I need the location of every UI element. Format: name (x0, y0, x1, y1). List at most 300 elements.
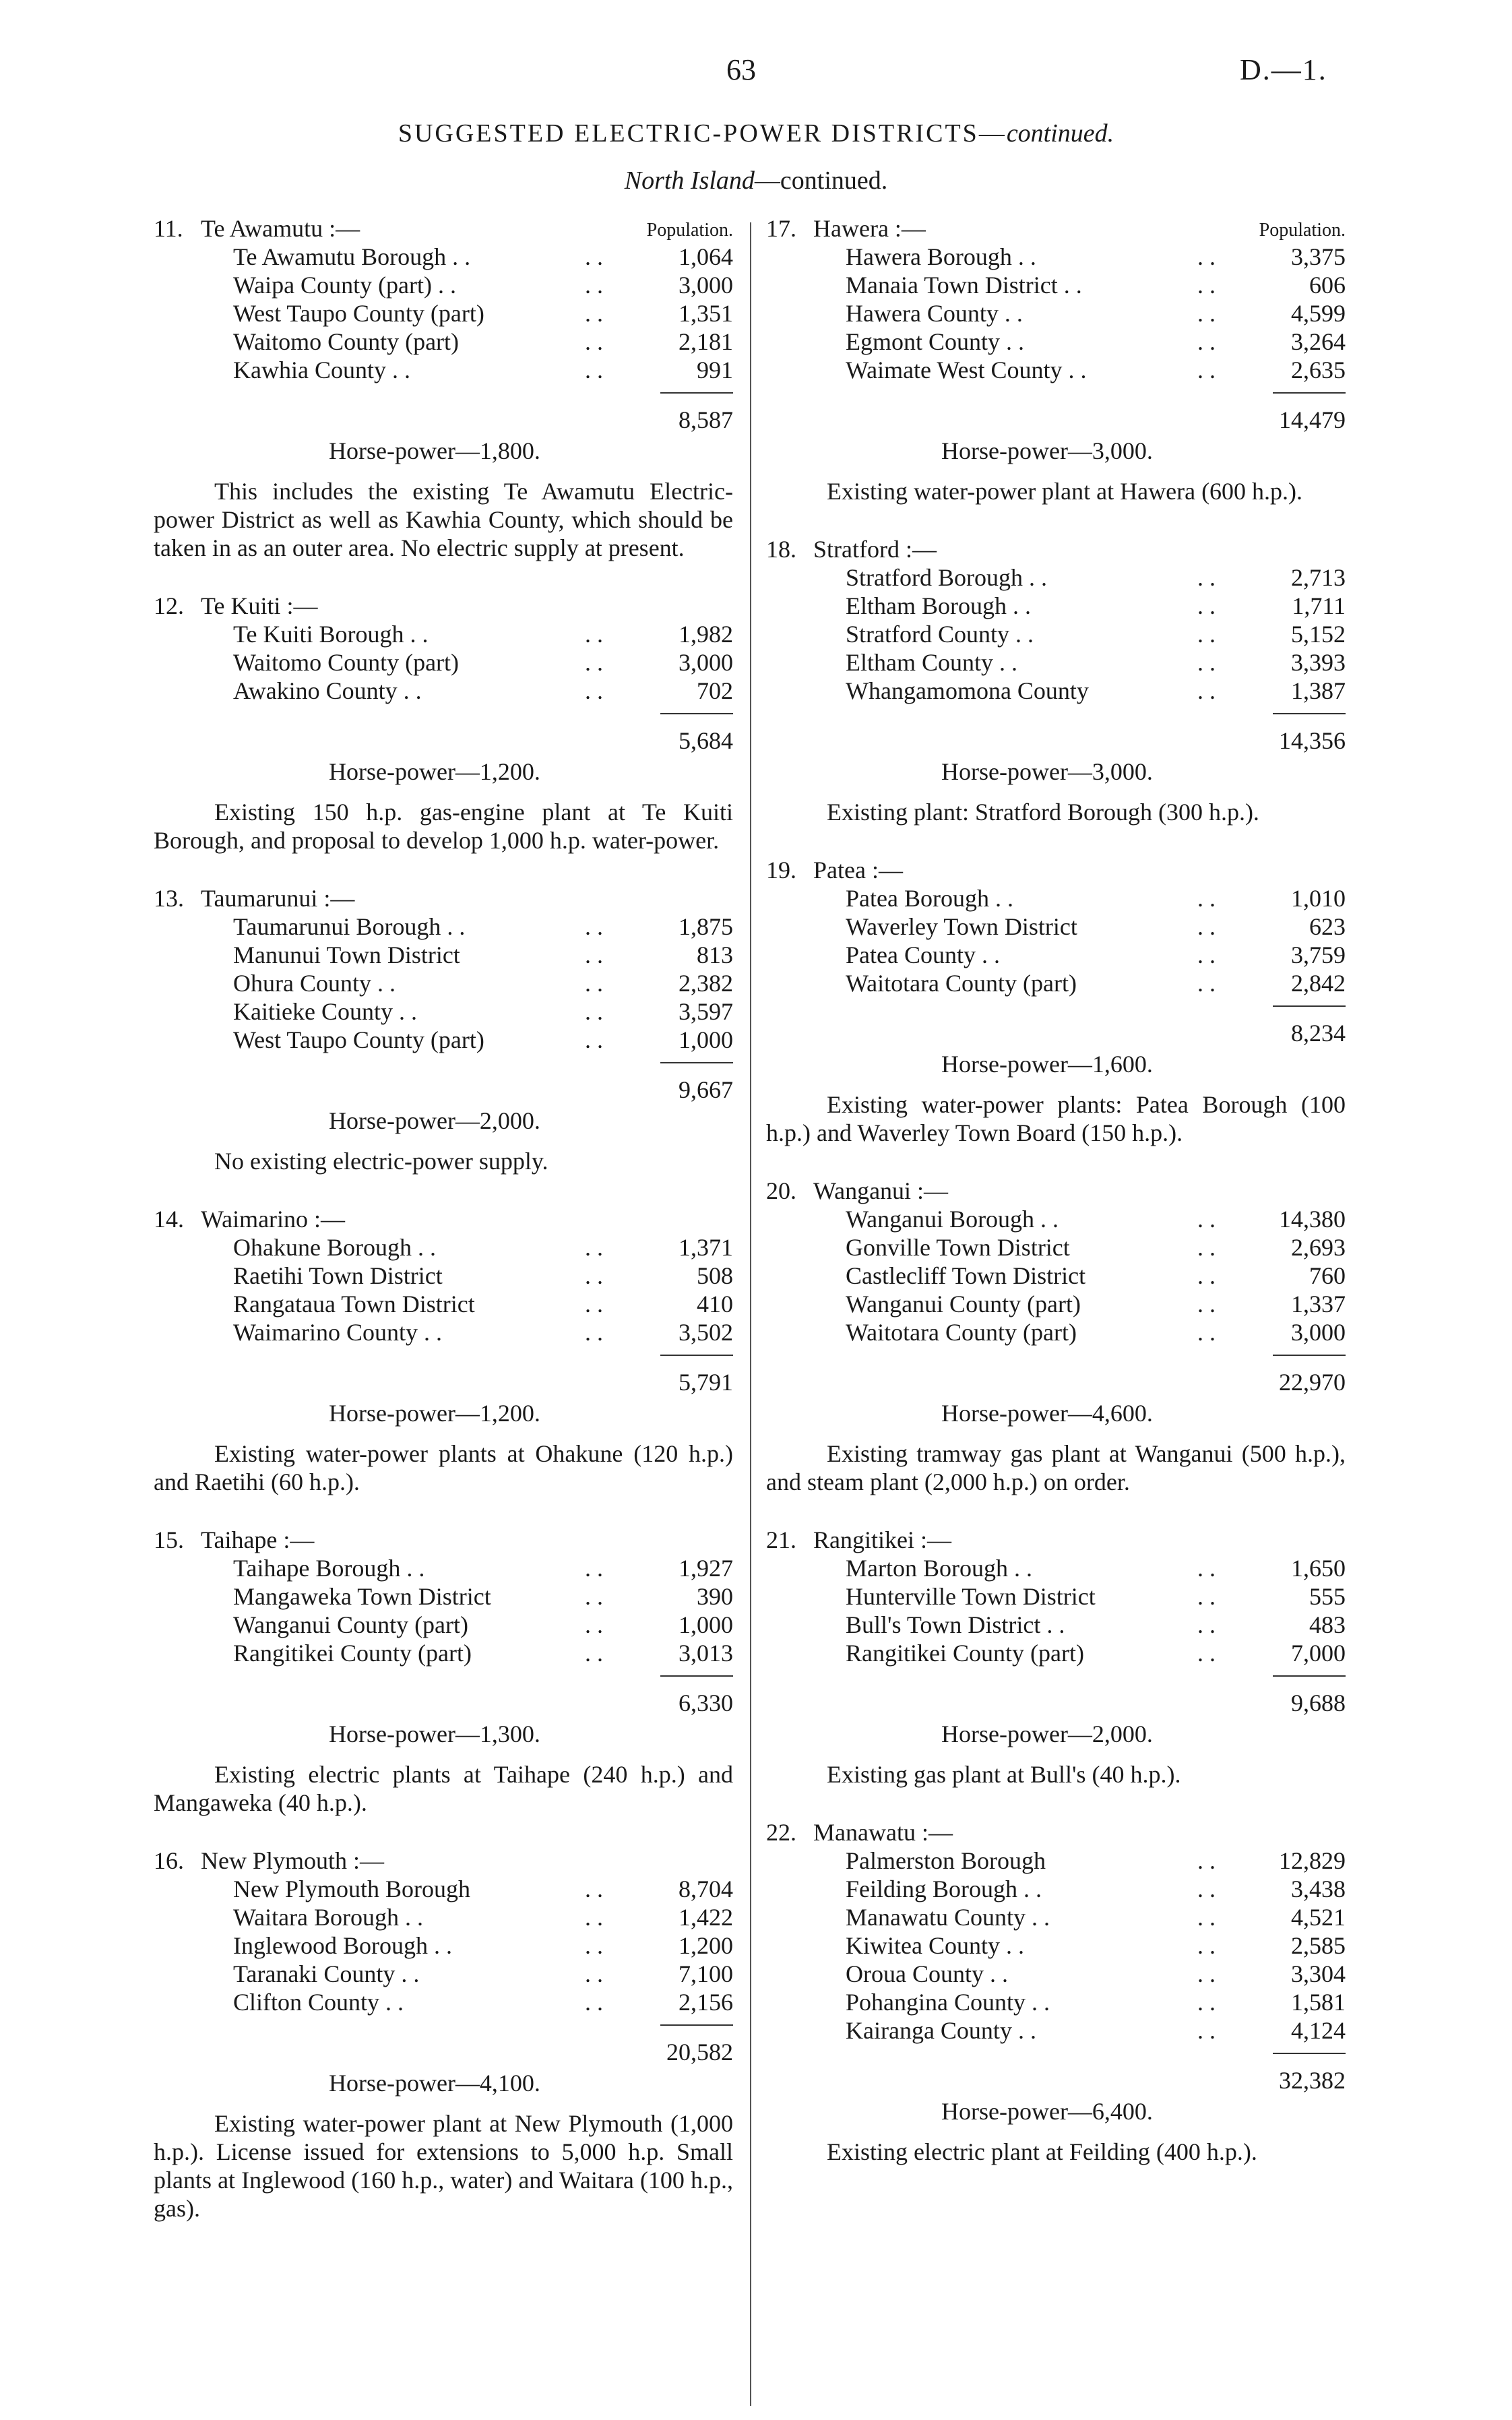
population-value: 390 (697, 1583, 733, 1610)
population-row (154, 299, 733, 328)
horsepower-line: Horse-power—1,200. (329, 758, 540, 785)
area-name: Palmerston Borough (846, 1847, 1046, 1874)
leader-dots: . . (1197, 1932, 1216, 1959)
district-note: Existing gas plant at Bull's (40 h.p.). (827, 1761, 1181, 1788)
population-value: 1,387 (1291, 677, 1346, 704)
total-rule (660, 1675, 733, 1677)
population-row (766, 243, 1346, 271)
leader-dots: . . (585, 1234, 603, 1261)
leader-dots: . . (585, 1611, 603, 1638)
population-value: 3,000 (679, 272, 733, 299)
district-name: Te Awamutu :— (201, 215, 360, 242)
population-value: 483 (1309, 1611, 1346, 1638)
district-name: Te Kuiti :— (201, 592, 318, 619)
population-value: 606 (1309, 272, 1346, 299)
population-value: 1,000 (679, 1026, 733, 1053)
district-note: Existing tramway gas plant at Wanganui (500 h.p.), and steam plant (2,000 h.p.) on order. (766, 1440, 1346, 1495)
area-name: Kaitieke County . . (233, 998, 417, 1025)
area-name: Kiwitea County . . (846, 1932, 1024, 1959)
population-total: 5,684 (679, 727, 733, 754)
population-row (154, 1318, 733, 1346)
leader-dots: . . (1197, 272, 1216, 299)
population-total: 8,587 (679, 406, 733, 433)
population-row (154, 328, 733, 356)
district-number: 19. (766, 857, 796, 883)
population-row (154, 969, 733, 997)
population-row (154, 1290, 733, 1318)
district-number: 14. (154, 1206, 184, 1233)
population-value: 5,152 (1291, 621, 1346, 648)
page-number: 63 (726, 53, 756, 86)
district-number: 12. (154, 592, 184, 619)
leader-dots: . . (1197, 1583, 1216, 1610)
population-value: 3,502 (679, 1319, 733, 1346)
population-value: 2,635 (1291, 356, 1346, 383)
total-rule (660, 713, 733, 714)
population-value: 1,200 (679, 1932, 733, 1959)
population-row (154, 1611, 733, 1639)
document-reference: D.—1. (1240, 53, 1327, 86)
population-total: 32,382 (1279, 2067, 1346, 2094)
population-heading-right: Population. (1259, 220, 1346, 241)
population-value: 12,829 (1279, 1847, 1346, 1874)
area-name: Waitotara County (part) (846, 970, 1077, 997)
area-name: Waitomo County (part) (233, 328, 460, 355)
district-number: 16. (154, 1847, 184, 1874)
district-name: Taumarunui :— (201, 885, 355, 912)
horsepower-line: Horse-power—1,800. (329, 437, 540, 464)
population-value: 1,337 (1291, 1291, 1346, 1317)
population-row (766, 969, 1346, 997)
population-value: 3,759 (1291, 941, 1346, 968)
population-row (766, 1875, 1346, 1903)
population-value: 3,000 (679, 649, 733, 676)
area-name: West Taupo County (part) (233, 1026, 484, 1053)
leader-dots: . . (1197, 243, 1216, 270)
area-name: Waverley Town District (846, 913, 1077, 940)
population-row (154, 912, 733, 941)
district-heading (154, 1205, 733, 1233)
population-value: 1,371 (679, 1234, 733, 1261)
title-continued: continued. (1006, 119, 1114, 148)
population-row (766, 1988, 1346, 2016)
population-row (154, 243, 733, 271)
population-total-row (154, 705, 733, 755)
leader-dots: . . (585, 1875, 603, 1902)
area-name: Hunterville Town District (846, 1583, 1096, 1610)
population-row (766, 299, 1346, 328)
population-row (154, 1026, 733, 1054)
district-block (154, 592, 733, 855)
area-name: Bull's Town District . . (846, 1611, 1065, 1638)
population-row (766, 271, 1346, 299)
area-name: Whangamomona County (846, 677, 1089, 704)
population-value: 4,521 (1291, 1904, 1346, 1931)
total-rule (1273, 713, 1346, 714)
area-name: Egmont County . . (846, 328, 1025, 355)
population-value: 2,181 (679, 328, 733, 355)
population-row (154, 620, 733, 648)
total-rule (1273, 2053, 1346, 2054)
district-heading (766, 1818, 1346, 1847)
population-row (766, 884, 1346, 912)
population-value: 3,304 (1291, 1960, 1346, 1987)
population-total-row (766, 1667, 1346, 1717)
district-name: Rangitikei :— (813, 1526, 951, 1553)
district-block (154, 1526, 733, 1817)
area-name: Awakino County . . (233, 677, 422, 704)
population-row (766, 2016, 1346, 2045)
total-rule (1273, 392, 1346, 394)
leader-dots: . . (1197, 1206, 1216, 1233)
area-name: Wanganui County (part) (233, 1611, 469, 1638)
leader-dots: . . (585, 677, 603, 704)
population-value: 410 (697, 1291, 733, 1317)
district-block (154, 1847, 733, 2223)
population-row (154, 1875, 733, 1903)
district-name: Hawera :— (813, 215, 926, 242)
district-block (766, 856, 1346, 1147)
area-name: Waitomo County (part) (233, 649, 460, 676)
population-row (154, 997, 733, 1026)
leader-dots: . . (1197, 328, 1216, 355)
leader-dots: . . (585, 1319, 603, 1346)
population-total-row (766, 1346, 1346, 1396)
population-row (154, 356, 733, 384)
horsepower-line: Horse-power—3,000. (941, 437, 1153, 464)
leader-dots: . . (1197, 885, 1216, 912)
population-row (766, 328, 1346, 356)
leader-dots: . . (1197, 1640, 1216, 1667)
population-value: 623 (1309, 913, 1346, 940)
horsepower-line: Horse-power—1,200. (329, 1400, 540, 1427)
area-name: Rangitikei County (part) (846, 1640, 1084, 1667)
leader-dots: . . (585, 621, 603, 648)
total-rule (1273, 1675, 1346, 1677)
district-heading (766, 214, 1346, 243)
area-name: Eltham County . . (846, 649, 1017, 676)
population-row (766, 1318, 1346, 1346)
population-row (766, 648, 1346, 677)
leader-dots: . . (1197, 1262, 1216, 1289)
district-heading (154, 214, 733, 243)
leader-dots: . . (1197, 300, 1216, 327)
leader-dots: . . (585, 1904, 603, 1931)
population-row (766, 1903, 1346, 1931)
area-name: Ohura County . . (233, 970, 396, 997)
district-number: 13. (154, 885, 184, 912)
leader-dots: . . (1197, 1234, 1216, 1261)
population-row (766, 1205, 1346, 1233)
area-name: Marton Borough . . (846, 1555, 1032, 1582)
area-name: Waimarino County . . (233, 1319, 443, 1346)
population-total-row (154, 1054, 733, 1104)
district-heading (154, 884, 733, 912)
district-name: Patea :— (813, 857, 903, 883)
population-row (766, 1554, 1346, 1582)
district-note: Existing water-power plants at Ohakune (120 h.p.) and Raetihi (60 h.p.). (154, 1440, 733, 1495)
area-name: Manaia Town District . . (846, 272, 1082, 299)
leader-dots: . . (1197, 677, 1216, 704)
population-total-row (766, 997, 1346, 1047)
area-name: Gonville Town District (846, 1234, 1070, 1261)
area-name: Stratford Borough . . (846, 564, 1047, 591)
population-total: 14,479 (1279, 406, 1346, 433)
district-heading (766, 856, 1346, 884)
population-row (154, 1554, 733, 1582)
population-value: 2,713 (1291, 564, 1346, 591)
district-heading (154, 1847, 733, 1875)
district-number: 15. (154, 1526, 184, 1553)
horsepower-line: Horse-power—2,000. (941, 1720, 1153, 1747)
population-total: 22,970 (1279, 1369, 1346, 1396)
population-value: 1,000 (679, 1611, 733, 1638)
district-note: Existing plant: Stratford Borough (300 h.p.). (827, 799, 1259, 826)
area-name: Clifton County . . (233, 1989, 404, 2016)
area-name: Taihape Borough . . (233, 1555, 425, 1582)
area-name: Eltham Borough . . (846, 592, 1031, 619)
area-name: West Taupo County (part) (233, 300, 484, 327)
district-block (154, 884, 733, 1175)
area-name: Taranaki County . . (233, 1960, 420, 1987)
population-value: 1,650 (1291, 1555, 1346, 1582)
leader-dots: . . (585, 1960, 603, 1987)
population-row (766, 1233, 1346, 1262)
population-value: 1,064 (679, 243, 733, 270)
leader-dots: . . (585, 649, 603, 676)
population-row (154, 271, 733, 299)
population-total: 9,667 (679, 1076, 733, 1103)
area-name: Taumarunui Borough . . (233, 913, 466, 940)
population-row (766, 1960, 1346, 1988)
population-value: 2,693 (1291, 1234, 1346, 1261)
district-number: 17. (766, 215, 796, 242)
population-value: 3,597 (679, 998, 733, 1025)
population-value: 1,581 (1291, 1989, 1346, 2016)
area-name: Waitara Borough . . (233, 1904, 424, 1931)
district-block (154, 214, 733, 562)
leader-dots: . . (585, 1291, 603, 1317)
left-column (154, 214, 733, 2252)
leader-dots: . . (1197, 649, 1216, 676)
area-name: Patea County . . (846, 941, 1000, 968)
district-number: 21. (766, 1526, 796, 1553)
leader-dots: . . (585, 1640, 603, 1667)
leader-dots: . . (585, 1583, 603, 1610)
population-total: 9,688 (1291, 1689, 1346, 1716)
area-name: Waitotara County (part) (846, 1319, 1077, 1346)
district-number: 22. (766, 1819, 796, 1846)
leader-dots: . . (585, 941, 603, 968)
area-name: Te Kuiti Borough . . (233, 621, 429, 648)
leader-dots: . . (1197, 2017, 1216, 2044)
population-value: 1,422 (679, 1904, 733, 1931)
area-name: Rangitikei County (part) (233, 1640, 472, 1667)
population-value: 2,382 (679, 970, 733, 997)
population-value: 2,156 (679, 1989, 733, 2016)
page-subtitle (0, 166, 1512, 195)
population-value: 702 (697, 677, 733, 704)
district-heading (154, 1526, 733, 1554)
area-name: Waipa County (part) . . (233, 272, 457, 299)
population-total: 5,791 (679, 1369, 733, 1396)
population-value: 3,013 (679, 1640, 733, 1667)
area-name: Raetihi Town District (233, 1262, 443, 1289)
district-note: Existing water-power plant at Hawera (600 h.p.). (827, 478, 1303, 505)
district-heading (766, 1177, 1346, 1205)
population-row (766, 1931, 1346, 1960)
district-note: Existing electric plant at Feilding (400 h.p.). (827, 2138, 1257, 2165)
population-total-row (154, 1346, 733, 1396)
population-row (766, 1611, 1346, 1639)
leader-dots: . . (585, 998, 603, 1025)
population-value: 3,375 (1291, 243, 1346, 270)
leader-dots: . . (1197, 1611, 1216, 1638)
leader-dots: . . (585, 1262, 603, 1289)
population-total-row (154, 1667, 733, 1717)
population-row (154, 1262, 733, 1290)
population-row (154, 1903, 733, 1931)
district-note: Existing water-power plants: Patea Borough (100 h.p.) and Waverley Town Board (150 h.p.). (766, 1091, 1346, 1146)
district-name: New Plymouth :— (201, 1847, 385, 1874)
page-title (0, 119, 1512, 148)
district-note: No existing electric-power supply. (214, 1148, 548, 1175)
total-rule (660, 2024, 733, 2026)
subtitle-continued: —continued. (754, 166, 888, 195)
district-name: Taihape :— (201, 1526, 315, 1553)
leader-dots: . . (1197, 1904, 1216, 1931)
population-row (154, 1988, 733, 2016)
population-value: 4,124 (1291, 2017, 1346, 2044)
leader-dots: . . (1197, 621, 1216, 648)
population-value: 760 (1309, 1262, 1346, 1289)
leader-dots: . . (585, 913, 603, 940)
district-heading (766, 535, 1346, 563)
population-value: 7,100 (679, 1960, 733, 1987)
total-rule (1273, 1005, 1346, 1007)
population-row (154, 941, 733, 969)
horsepower-line: Horse-power—6,400. (941, 2098, 1153, 2125)
population-value: 1,351 (679, 300, 733, 327)
population-row (154, 1639, 733, 1667)
area-name: Waimate West County . . (846, 356, 1087, 383)
leader-dots: . . (585, 1932, 603, 1959)
district-name: Waimarino :— (201, 1206, 346, 1233)
leader-dots: . . (585, 328, 603, 355)
population-value: 1,010 (1291, 885, 1346, 912)
leader-dots: . . (585, 272, 603, 299)
district-note: Existing water-power plant at New Plymouth (1,000 h.p.). License issued for extensions to 5,000 h.p. Small plants at Inglewood (160 h.p., water) and Waitara (100 h.p., gas). (154, 2110, 733, 2222)
right-column (766, 214, 1346, 2196)
leader-dots: . . (585, 1989, 603, 2016)
area-name: Pohangina County . . (846, 1989, 1050, 2016)
total-rule (660, 1355, 733, 1356)
leader-dots: . . (1197, 913, 1216, 940)
leader-dots: . . (1197, 1319, 1216, 1346)
leader-dots: . . (1197, 1989, 1216, 2016)
population-row (766, 677, 1346, 705)
population-value: 8,704 (679, 1875, 733, 1902)
population-value: 3,393 (1291, 649, 1346, 676)
district-block (154, 1205, 733, 1496)
leader-dots: . . (1197, 356, 1216, 383)
leader-dots: . . (585, 970, 603, 997)
district-heading (154, 592, 733, 620)
leader-dots: . . (585, 1026, 603, 1053)
district-number: 18. (766, 536, 796, 563)
district-number: 20. (766, 1177, 796, 1204)
column-divider (750, 222, 751, 2406)
population-row (154, 1582, 733, 1611)
population-value: 4,599 (1291, 300, 1346, 327)
population-heading-left: Population. (646, 220, 733, 241)
leader-dots: . . (1197, 941, 1216, 968)
population-row (766, 1262, 1346, 1290)
area-name: Inglewood Borough . . (233, 1932, 452, 1959)
population-value: 1,875 (679, 913, 733, 940)
area-name: Castlecliff Town District (846, 1262, 1086, 1289)
area-name: Patea Borough . . (846, 885, 1013, 912)
population-total-row (766, 384, 1346, 434)
area-name: Manawatu County . . (846, 1904, 1050, 1931)
district-name: Manawatu :— (813, 1819, 953, 1846)
leader-dots: . . (585, 300, 603, 327)
leader-dots: . . (1197, 1960, 1216, 1987)
population-row (766, 592, 1346, 620)
area-name: Kairanga County . . (846, 2017, 1036, 2044)
leader-dots: . . (585, 356, 603, 383)
population-row (154, 648, 733, 677)
population-row (154, 1233, 733, 1262)
population-row (766, 1847, 1346, 1875)
area-name: New Plymouth Borough (233, 1875, 471, 1902)
area-name: Te Awamutu Borough . . (233, 243, 471, 270)
population-row (766, 1582, 1346, 1611)
population-row (766, 912, 1346, 941)
subtitle-island: North Island (624, 166, 755, 195)
horsepower-line: Horse-power—4,100. (329, 2070, 540, 2097)
area-name: Mangaweka Town District (233, 1583, 491, 1610)
population-row (766, 941, 1346, 969)
population-value: 3,438 (1291, 1875, 1346, 1902)
district-note: Existing 150 h.p. gas-engine plant at Te Kuiti Borough, and proposal to develop 1,000 h.p. water-power. (154, 799, 733, 854)
title-main: SUGGESTED ELECTRIC-POWER DISTRICTS— (398, 119, 1007, 148)
total-rule (660, 1062, 733, 1063)
population-row (766, 356, 1346, 384)
population-value: 2,842 (1291, 970, 1346, 997)
population-value: 991 (697, 356, 733, 383)
population-value: 3,000 (1291, 1319, 1346, 1346)
district-block (766, 214, 1346, 505)
district-block (766, 535, 1346, 826)
total-rule (1273, 1355, 1346, 1356)
area-name: Kawhia County . . (233, 356, 410, 383)
population-value: 14,380 (1279, 1206, 1346, 1233)
district-number: 11. (154, 215, 183, 242)
area-name: Wanganui County (part) (846, 1291, 1081, 1317)
population-total-row (154, 2016, 733, 2066)
area-name: Feilding Borough . . (846, 1875, 1042, 1902)
district-block (766, 1526, 1346, 1789)
area-name: Wanganui Borough . . (846, 1206, 1059, 1233)
population-value: 1,982 (679, 621, 733, 648)
horsepower-line: Horse-power—4,600. (941, 1400, 1153, 1427)
leader-dots: . . (1197, 1847, 1216, 1874)
population-row (766, 620, 1346, 648)
area-name: Hawera Borough . . (846, 243, 1036, 270)
horsepower-line: Horse-power—2,000. (329, 1107, 540, 1134)
area-name: Ohakune Borough . . (233, 1234, 436, 1261)
